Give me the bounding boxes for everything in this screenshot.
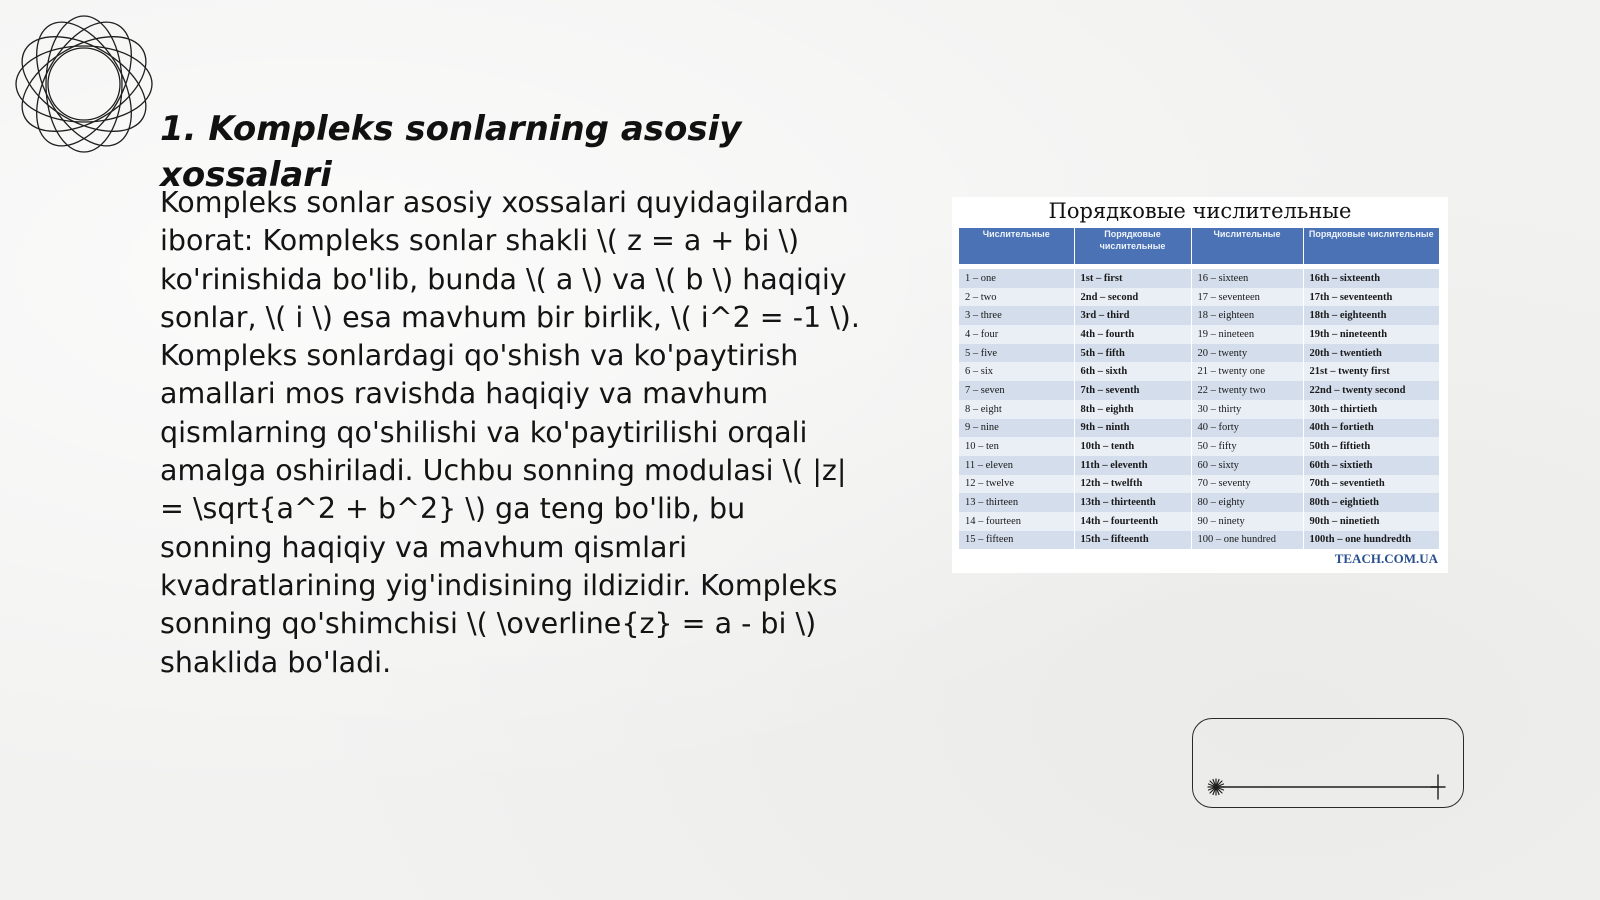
table-cell: 10th – tenth	[1074, 437, 1191, 456]
slide-body-text: Kompleks sonlar asosiy xossalari quyidagilardan iborat: Kompleks sonlar shakli \( z = a + bi \) ko'rinishida bo'lib, bunda \( a \) va \( b \) haqiqiy sonlar, \( i \) esa mavhum bir birlik, \( i^2 = -1 \). Kompleks sonlardagi qo'shish va ko'paytirish amallari mos ravishda haqiqiy va mavhum qismlarning qo'shilishi va ko'paytirilishi orqali amalga oshiriladi. Uchbu sonning modulasi \( |z| = \sqrt{a^2 + b^2} \) ga teng bo'lib, bu sonning haqiqiy va mavhum qismlari kvadratlarining yig'indisining ildizidir. Kompleks sonning qo'shimchisi \( \overline{z} = a - bi \) shaklida bo'ladi.	[160, 186, 860, 679]
table-cell: 12th – twelfth	[1074, 475, 1191, 494]
table-row	[959, 400, 1439, 419]
table-cell: 5th – fifth	[1074, 344, 1191, 363]
table-row	[959, 456, 1439, 475]
table-cell: 100th – one hundredth	[1303, 531, 1439, 550]
table-cell: 19 – nineteen	[1191, 325, 1303, 344]
table-row	[959, 381, 1439, 400]
table-cell: 9 – nine	[959, 419, 1074, 438]
table-cell: 30 – thirty	[1191, 400, 1303, 419]
table-cell: 6th – sixth	[1074, 362, 1191, 381]
table-cell: 30th – thirtieth	[1303, 400, 1439, 419]
table-cell: 3 – three	[959, 306, 1074, 325]
table-cell: 10 – ten	[959, 437, 1074, 456]
circular-ornament-icon	[10, 10, 158, 158]
table-header: Числительные	[1191, 228, 1303, 264]
table-cell: 50th – fiftieth	[1303, 437, 1439, 456]
table-cell: 16 – sixteen	[1191, 269, 1303, 288]
table-source-label: TEACH.COM.UA	[1334, 551, 1438, 566]
table-cell: 15th – fifteenth	[1074, 531, 1191, 550]
table-cell: 80th – eightieth	[1303, 493, 1439, 512]
table-cell: 11th – eleventh	[1074, 456, 1191, 475]
table-cell: 40 – forty	[1191, 419, 1303, 438]
ordinal-numbers-image	[952, 197, 1448, 573]
table-cell: 80 – eighty	[1191, 493, 1303, 512]
table-cell: 21 – twenty one	[1191, 362, 1303, 381]
table-cell: 16th – sixteenth	[1303, 269, 1439, 288]
table-cell: 14 – fourteen	[959, 512, 1074, 531]
table-cell: 40th – fortieth	[1303, 419, 1439, 438]
table-cell: 2nd – second	[1074, 288, 1191, 307]
slide-title: 1. Kompleks sonlarning asosiy xossalari	[160, 109, 742, 195]
table-cell: 22nd – twenty second	[1303, 381, 1439, 400]
table-cell: 60th – sixtieth	[1303, 456, 1439, 475]
table-row	[959, 269, 1439, 288]
table-cell: 70 – seventy	[1191, 475, 1303, 494]
table-header: Числительные	[959, 228, 1074, 264]
table-cell: 9th – ninth	[1074, 419, 1191, 438]
table-cell: 18th – eighteenth	[1303, 306, 1439, 325]
table-cell: 4 – four	[959, 325, 1074, 344]
table-cell: 90th – ninetieth	[1303, 512, 1439, 531]
table-cell: 60 – sixty	[1191, 456, 1303, 475]
table-image-title: Порядковые числительные	[1048, 199, 1352, 223]
sparkle-line-icon	[1192, 718, 1464, 808]
table-cell: 17th – seventeenth	[1303, 288, 1439, 307]
table-cell: 7th – seventh	[1074, 381, 1191, 400]
table-cell: 1st – first	[1074, 269, 1191, 288]
table-cell: 13 – thirteen	[959, 493, 1074, 512]
table-cell: 1 – one	[959, 269, 1074, 288]
table-cell: 70th – seventieth	[1303, 475, 1439, 494]
table-cell: 90 – ninety	[1191, 512, 1303, 531]
table-cell: 15 – fifteen	[959, 531, 1074, 550]
table-cell: 17 – seventeen	[1191, 288, 1303, 307]
table-cell: 100 – one hundred	[1191, 531, 1303, 550]
table-header: Порядковые числительные	[1303, 228, 1439, 264]
table-cell: 20 – twenty	[1191, 344, 1303, 363]
table-cell: 12 – twelve	[959, 475, 1074, 494]
table-cell: 8th – eighth	[1074, 400, 1191, 419]
table-row	[959, 512, 1439, 531]
table-cell: 7 – seven	[959, 381, 1074, 400]
table-cell: 2 – two	[959, 288, 1074, 307]
table-row	[959, 325, 1439, 344]
table-cell: 21st – twenty first	[1303, 362, 1439, 381]
table-cell: 20th – twentieth	[1303, 344, 1439, 363]
table-cell: 5 – five	[959, 344, 1074, 363]
table-row	[959, 288, 1439, 307]
table-header-row	[959, 228, 1439, 264]
table-row	[959, 419, 1439, 438]
ordinal-numbers-table	[959, 228, 1439, 549]
table-cell: 6 – six	[959, 362, 1074, 381]
table-cell: 14th – fourteenth	[1074, 512, 1191, 531]
table-row	[959, 475, 1439, 494]
table-cell: 22 – twenty two	[1191, 381, 1303, 400]
table-cell: 19th – nineteenth	[1303, 325, 1439, 344]
table-cell: 8 – eight	[959, 400, 1074, 419]
table-row	[959, 437, 1439, 456]
table-cell: 50 – fifty	[1191, 437, 1303, 456]
table-header: Порядковые числительные	[1074, 228, 1191, 264]
table-row	[959, 306, 1439, 325]
table-cell: 4th – fourth	[1074, 325, 1191, 344]
table-cell: 18 – eighteen	[1191, 306, 1303, 325]
table-cell: 3rd – third	[1074, 306, 1191, 325]
table-cell: 11 – eleven	[959, 456, 1074, 475]
table-row	[959, 344, 1439, 363]
table-cell: 13th – thirteenth	[1074, 493, 1191, 512]
table-row	[959, 493, 1439, 512]
table-row	[959, 362, 1439, 381]
table-row	[959, 531, 1439, 550]
